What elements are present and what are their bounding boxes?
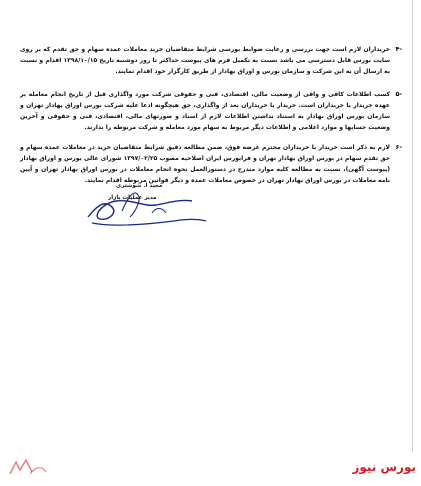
clause-number: -۴ bbox=[395, 45, 402, 53]
clause-5 bbox=[20, 89, 402, 133]
clause-number: -۵ bbox=[395, 90, 402, 98]
clause-number: -۶ bbox=[395, 143, 402, 151]
signatory-title: مدیر عملیات بازار bbox=[108, 195, 157, 201]
signatory-name: مجید ا. شوشتری bbox=[116, 183, 163, 189]
clause-text: خریداران لازم است جهت بررسی و رعایت ضوابط بورسی شرایط متقاضیان خرید معاملات عمده سهام و حق تقدم که بر روی سایت بورس قابل دسترسی می باشد نسبت به تکمیل فرم های پیوست حداکثر تا روز دوشنبه تاریخ ۱۳۹۸/۱۰/۱۵ اقدام و نسبت به ارسال آن به این شرکت و سازمان بورس و اوراق بهادار از طریق کارگزار خود اقدام نمایند. bbox=[20, 46, 390, 75]
brand-logo-icon bbox=[6, 454, 50, 480]
page-edge-line bbox=[412, 0, 413, 486]
clause-text: لازم به ذکر است خریدار یا خریداران محترم عرضه فوق، ضمن مطالعه دقیق شرایط متقاضیان خرید در معاملات عمده سهام و حق تقدم سهام در بورس اوراق بهادار تهران و فرابورس ایران اصلاحیه مصوب ۱۳۹۷/۰۲/۲۵ شورای عالی بورس و اوراق بهادار (پیوست آگهی)، نسبت به مطالعه کلیه موارد مندرج در دستورالعمل نحوه انجام معاملات در بورس اوراق بهادار تهران و آیین نامه معاملات در بورس اوراق بهادار تهران در خصوص معاملات عمده و دیگر قوانین مربوطه اقدام نمایند. bbox=[20, 144, 390, 184]
brand-wordmark: بورس نیوز bbox=[352, 460, 416, 474]
clause-4 bbox=[20, 44, 402, 77]
signature-block bbox=[82, 177, 212, 239]
clause-text: کسب اطلاعات کافی و وافی از وضعیت مالی، اقتصادی، فنی و حقوقی شرکت مورد واگذاری قبل از تاریخ انجام معامله بر عهده خریدار یا خریداران است. خریدار یا خریداران بعد از واگذاری، حق هیچگونه ادعا علیه شرکت بورس اوراق بهادار تهران و سازمان بورس اوراق بهادار به استناد نداشتن اطلاعات لازم از اسناد و صورتهای مالی، اقتصادی، فنی و حقوقی و آخرین وضعیت حسابها و موارد اعلامی و اطلاعات دیگر مربوط به سهام مورد معامله و شرکت مربوطه را ندارند. bbox=[20, 91, 390, 131]
document-page bbox=[20, 0, 410, 450]
